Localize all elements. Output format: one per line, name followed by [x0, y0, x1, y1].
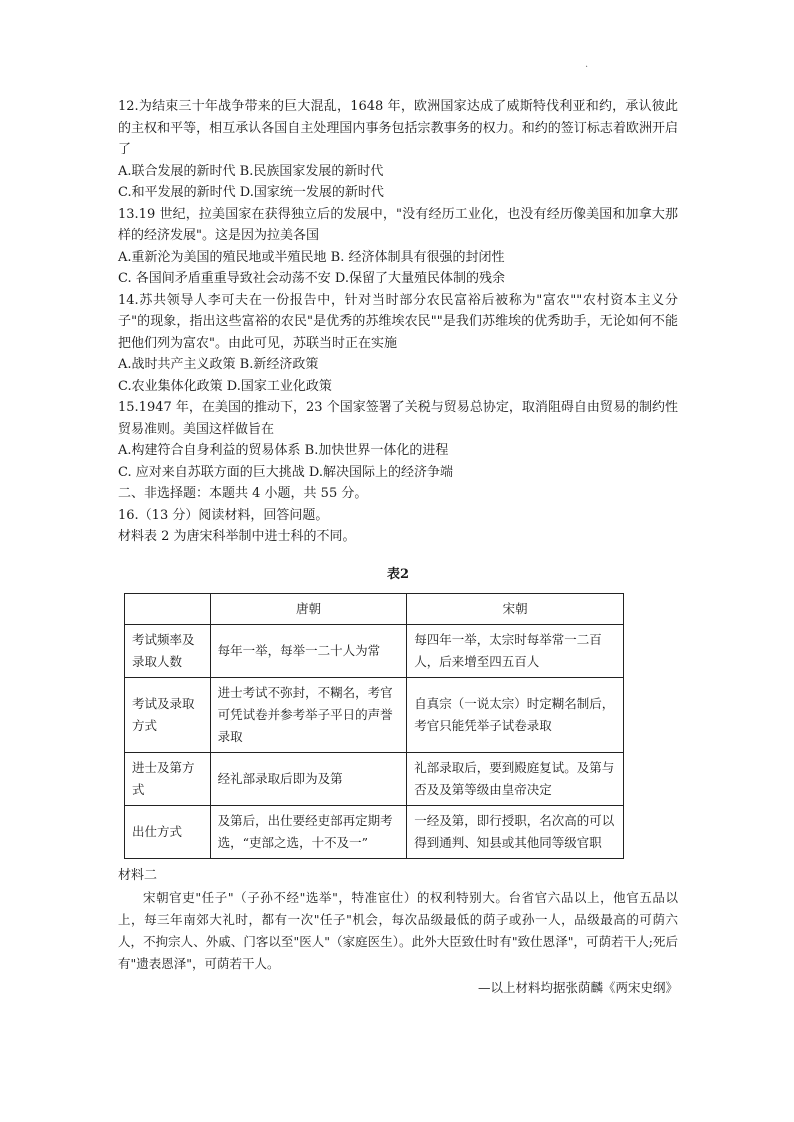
song-cell: 一经及第，即行授职，名次高的可以得到通判、知县或其他同等级官职: [407, 806, 624, 859]
option-line: C. 应对来自苏联方面的巨大挑战 D.解决国际上的经济争端: [118, 464, 453, 480]
question-14: [118, 290, 678, 398]
row-header-cell: 考试及录取方式: [125, 678, 211, 753]
material-two-title: 材料二: [118, 868, 158, 883]
question-15: [118, 397, 678, 483]
header-cell: [125, 594, 211, 625]
tang-cell: 及第后，出仕要经吏部再定期考选，“吏部之选，十不及一”: [210, 806, 407, 859]
table-row: [125, 806, 624, 859]
option-line: A.重新沦为美国的殖民地或半殖民地 B. 经济体制具有很强的封闭性: [118, 249, 505, 265]
row-header-cell: 出仕方式: [125, 806, 211, 859]
row-header-cell: 考试频率及录取人数: [125, 625, 211, 678]
question-stem: 15.1947 年，在美国的推动下，23 个国家签署了关税与贸易总协定，取消阻碍自由贸易的制约性贸易准则。美国这样做旨在: [118, 400, 678, 437]
table-row: [125, 625, 624, 678]
comparison-table: [124, 593, 624, 859]
row-header-cell: 进士及第方式: [125, 753, 211, 806]
option-line: C.农业集体化政策 D.国家工业化政策: [118, 378, 332, 394]
tang-cell: 经礼部录取后即为及第: [210, 753, 407, 806]
header-cell: 唐朝: [210, 594, 407, 625]
header-cell: 宋朝: [407, 594, 624, 625]
song-cell: 礼部录取后，要到殿庭复试。及第与否及及第等级由皇帝决定: [407, 753, 624, 806]
song-cell: 自真宗（一说太宗）时定糊名制后，考官只能凭举子试卷录取: [407, 678, 624, 753]
question-stem: 12.为结束三十年战争带来的巨大混乱，1648 年，欧洲国家达成了威斯特伐利亚和约，承认彼此的主权和平等，相互承认各国自主处理国内事务包括宗教事务的权力。和约的签订标志着欧洲开启了: [118, 99, 678, 157]
tang-cell: 进士考试不弥封，不糊名，考官可凭试卷并参考举子平日的声誉录取: [210, 678, 407, 753]
section-heading: 二、非选择题：本题共 4 小题，共 55 分。: [118, 486, 368, 501]
question-13: [118, 204, 678, 290]
material-source: —以上材料均据张荫麟《两宋史纲》: [477, 979, 678, 995]
question-stem: 14.苏共领导人李可夫在一份报告中，针对当时部分农民富裕后被称为"富农""农村资本主义分子"的现象，指出这些富裕的农民"是优秀的苏维埃农民""是我们苏维埃的优秀助手，无论如何不能把他们列为富农"。由此可见，苏联当时正在实施: [118, 292, 678, 351]
song-cell: 每四年一举，太宗时每举常一二百人，后来增至四五百人: [407, 625, 624, 678]
material-two-body: 宋朝官吏"任子"（子孙不经"选举"，特准宦仕）的权利特别大。台省官六品以上，他官五品以上，每三年南郊大礼时，都有一次"任子"机会，每次品级最低的荫子或孙一人，品级最高的可荫六人，不拘宗人、外戚、门客以至"医人"（家庭医生）。此外大臣致仕时有"致仕恩泽"，可荫若干人;死后有"遗表恩泽"，可荫若干人。: [118, 889, 678, 971]
option-line: A.联合发展的新时代 B.民族国家发展的新时代: [118, 163, 384, 179]
question-16-prompt: 16.（13 分）阅读材料，回答问题。: [118, 507, 329, 523]
option-line: A.战时共产主义政策 B.新经济政策: [118, 357, 319, 372]
page-mark: ·: [585, 62, 589, 73]
document-body: [118, 96, 678, 998]
table-row: [125, 678, 624, 753]
question-stem: 13.19 世纪，拉美国家在获得独立后的发展中，"没有经历工业化，也没有经历像美国和加拿大那样的经济发展"。这是因为拉美各国: [118, 206, 678, 243]
option-line: C.和平发展的新时代 D.国家统一发展的新时代: [118, 185, 384, 200]
non-choice-section: [118, 483, 678, 548]
option-line: C. 各国间矛盾重重导致社会动荡不安 D.保留了大量殖民体制的残余: [118, 271, 505, 286]
option-line: A.构建符合自身利益的贸易体系 B.加快世界一体化的进程: [118, 443, 449, 458]
table-title: 表2: [386, 566, 410, 582]
table-header-row: [125, 594, 624, 625]
tang-cell: 每年一举，每举一二十人为常: [210, 625, 407, 678]
material-one-intro: 材料表 2 为唐宋科举制中进士科的不同。: [118, 529, 356, 544]
question-12: [118, 96, 678, 204]
table-row: [125, 753, 624, 806]
